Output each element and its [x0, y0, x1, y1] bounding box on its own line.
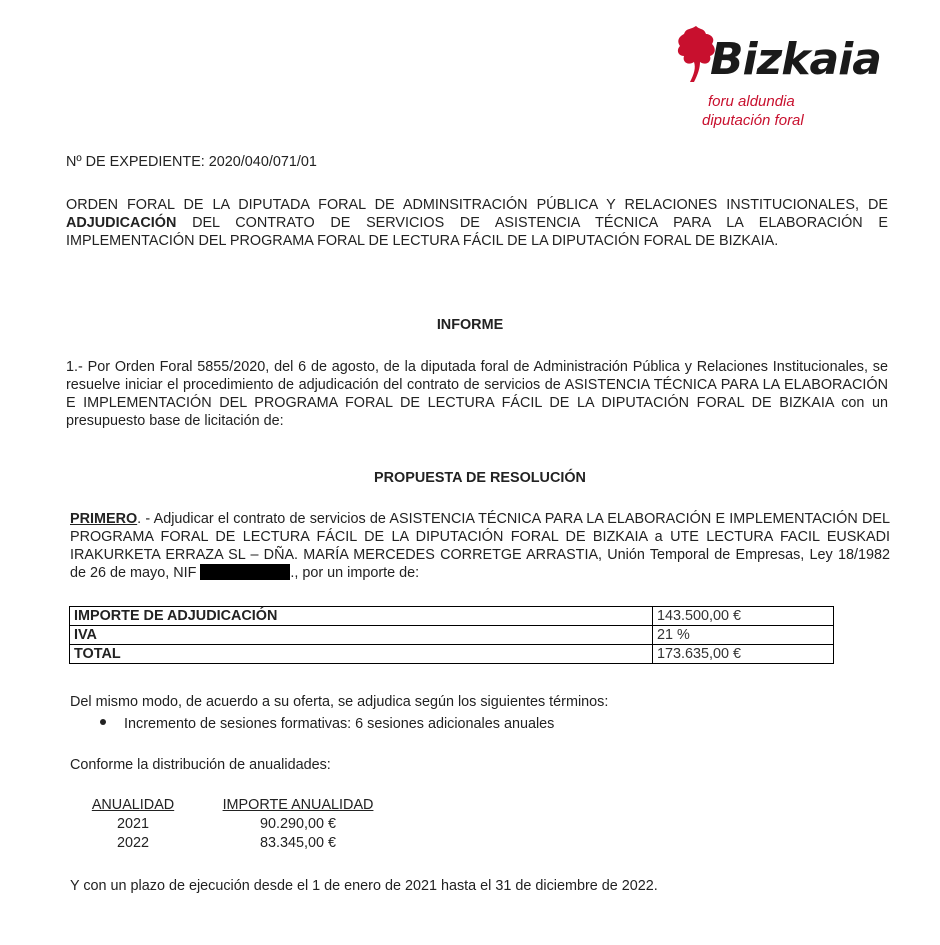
- primero-text: . - Adjudicar el contrato de servicios de ASISTENCIA TÉCNICA PARA LA ELABORACIÓN E IMPLEMENTACIÓN DEL PROGRAMA FORAL DE LECTURA FÁCIL DE LA DIPUTACIÓN FORAL DE BIZKAIA a UTE LECTURA FACIL EUSKADI IRAKURKETA ERRAZA SL – DÑA. MARÍA MERCEDES CORRETGE ARRASTIA, Unión Temporal de Empresas, Ley 18/1982 de 26 de mayo, NIF: [70, 511, 890, 581]
- plazo-text: Y con un plazo de ejecución desde el 1 de enero de 2021 hasta el 31 de diciembre de 2022.: [70, 878, 658, 894]
- orden-text-bold: ADJUDICACIÓN: [66, 215, 177, 231]
- table-cell-value: 21 %: [653, 626, 834, 645]
- primero-paragraph: [70, 510, 890, 582]
- anualidad-year: 2021: [116, 816, 149, 832]
- orden-foral-title: [66, 196, 888, 250]
- table-cell-label: TOTAL: [70, 645, 653, 664]
- bizkaia-logo: [672, 22, 894, 134]
- propuesta-heading: PROPUESTA DE RESOLUCIÓN: [374, 470, 586, 486]
- table-row: [70, 645, 834, 664]
- table-cell-label: IMPORTE DE ADJUDICACIÓN: [70, 607, 653, 626]
- table-row: [70, 626, 834, 645]
- informe-heading: INFORME: [436, 317, 504, 333]
- primero-label: PRIMERO: [70, 511, 138, 527]
- conforme-text: Conforme la distribución de anualidades:: [70, 757, 331, 773]
- table-cell-label: IVA: [70, 626, 653, 645]
- anualidad-header: ANUALIDAD: [91, 797, 175, 813]
- anualidad-year: 2022: [116, 835, 149, 851]
- list-item-text: Incremento de sesiones formativas: 6 sesiones adicionales anuales: [124, 716, 555, 732]
- table-cell-value: 143.500,00 €: [653, 607, 834, 626]
- del-modo-text: Del mismo modo, de acuerdo a su oferta, se adjudica según los siguientes términos:: [70, 694, 609, 710]
- importe-anualidad-amount: 90.290,00 €: [259, 816, 337, 832]
- table-cell-value: 173.635,00 €: [653, 645, 834, 664]
- orden-text-after: DEL CONTRATO DE SERVICIOS DE ASISTENCIA TÉCNICA PARA LA ELABORACIÓN E IMPLEMENTACIÓN DEL PROGRAMA FORAL DE LECTURA FÁCIL DE LA DIPUTACIÓN FORAL DE BIZKAIA.: [66, 215, 888, 249]
- importe-table: [69, 606, 834, 664]
- logo-wordmark: Bizkaia: [710, 34, 881, 85]
- logo-subtitle-basque: foru aldundia: [708, 93, 795, 110]
- nif-redaction: [200, 564, 290, 580]
- logo-subtitle-spanish: diputación foral: [702, 112, 804, 129]
- anualidad-column: [84, 796, 182, 853]
- importe-anualidad-amount: 83.345,00 €: [259, 835, 337, 851]
- table-row: [70, 607, 834, 626]
- bullet-icon: [100, 719, 106, 725]
- informe-paragraph: 1.- Por Orden Foral 5855/2020, del 6 de agosto, de la diputada foral de Administración Pública y Relaciones Institucionales, se resuelve iniciar el procedimiento de adjudicación del contrato de servicios de ASISTENCIA TÉCNICA PARA LA ELABORACIÓN E IMPLEMENTACIÓN DEL PROGRAMA FORAL DE LECTURA FÁCIL DE LA DIPUTACIÓN FORAL DE BIZKAIA con un presupuesto base de licitación de:: [66, 359, 888, 429]
- list-item: [100, 715, 554, 733]
- importe-anualidad-header: IMPORTE ANUALIDAD: [222, 797, 374, 813]
- orden-text-before: ORDEN FORAL DE LA DIPUTADA FORAL DE ADMINSITRACIÓN PÚBLICA Y RELACIONES INSTITUCIONALES, DE: [66, 197, 888, 213]
- importe-anualidad-column: [210, 796, 386, 853]
- expediente-number: Nº DE EXPEDIENTE: 2020/040/071/01: [66, 154, 317, 170]
- primero-text-end: ., por un importe de:: [290, 565, 420, 581]
